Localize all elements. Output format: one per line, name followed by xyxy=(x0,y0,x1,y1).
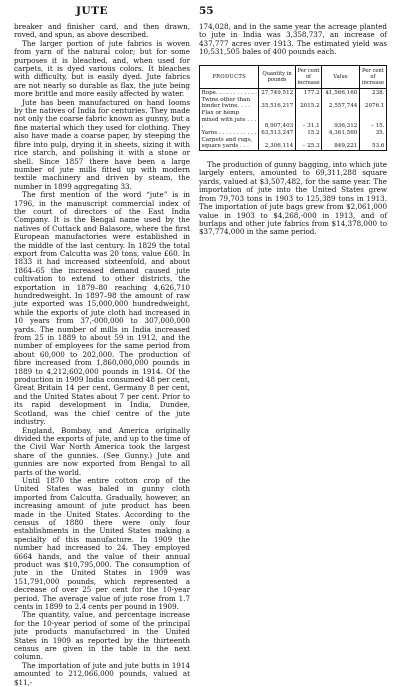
quantity-cell: 27,749,512 xyxy=(259,89,295,97)
value-cell: 4,361,560 xyxy=(322,129,360,136)
column-header-value: Value xyxy=(322,65,360,89)
paragraph: The production of gunny bagging, into which jute largely enters, amounted to 69,311,288 square yards, valued at $3,507,482, for the same year. The importation of jute into the United States grew from 79,703 tons in 1903 to 125,389 tons in 1913. The importation of jute bags grew from $2,061,000 value in 1903 to $4,268,-000 in 1913, and of burlaps and other jute fabrics from $14,378,000 to $37,774,000 in the same period. xyxy=(199,160,387,237)
jute-products-table xyxy=(199,65,387,151)
product-cell: Yarns . . . . . . . . . . . xyxy=(200,129,259,136)
value-increase-cell: – 15. xyxy=(359,110,386,130)
table-row xyxy=(200,89,387,97)
quantity-cell: 63,513,247 xyxy=(259,129,295,136)
product-cell: Rope. . . . . . . . . . . . xyxy=(201,89,257,96)
value-cell: $1,566,160 xyxy=(322,89,360,97)
product-cell: Carpets and rugs, square yards . . . xyxy=(200,137,259,151)
page-header xyxy=(14,5,387,19)
right-column xyxy=(199,23,387,237)
quantity-cell: 35,516,217 xyxy=(259,96,295,109)
value-increase-cell: 53.6 xyxy=(359,137,386,151)
table-row xyxy=(200,137,387,151)
value-increase-cell: 238. xyxy=(359,89,386,97)
paragraph: England, Bombay, and America originally divided the exports of jute, and up to the time of the Civil War North America took the largest share of the gunnies. (See Gunny.) Jute and gunnies are now exported from Bengal to all parts of the world. xyxy=(14,425,190,477)
page-number: 55 xyxy=(199,5,214,17)
product-cell: Twine other than binder twine. . . . xyxy=(200,96,259,109)
running-head: JUTE xyxy=(76,5,108,17)
paragraph: breaker and finisher card, and then drawn, roved, and spun, as above described. xyxy=(14,22,190,40)
quantity-increase-cell: – 25.3 xyxy=(295,137,321,151)
table-row xyxy=(200,110,387,130)
paragraph: Jute has been manufactured on hand looms by the natives of India for centuries. They made not only the coarse fabric known as gunny, but a fine material which they used for clothing. They also have made a coarse paper, by steeping the fibre into pulp, drying it in sheets, sizing it with rice starch, and polishing it with a stone or shell. Since 1857 there have been a large number of jute mills fitted up with modern textile machinery and driven by steam, the number in 1899 aggregating 33. xyxy=(14,97,191,191)
paragraph: The importation of jute and jute butts in 1914 amounted to 212,066,000 pounds, valued at $11,- xyxy=(14,660,190,687)
column-header-products: PRODUCTS xyxy=(200,65,259,89)
product-cell: Flax or hemp mixed with jute . . . . xyxy=(200,110,259,130)
column-header-quantity: Quantity in pounds xyxy=(259,65,295,89)
paragraph: Until 1870 the entire cotton crop of the United States was baled in gunny cloth imported from Calcutta. Gradually, however, an increasing amount of jute product has been made in the United States. According to the census of 1880 there were only four establishments in the United States making a specialty of this manufacture. In 1909 the number had increased to 24. They employed 6664 hands, and the value of their annual product was $10,795,000. The consumption of jute in the United States in 1909 was 151,791,000 pounds, which represented a decrease of over 25 per cent for the 10-year period. The average value of jute rose from 1.7 cents in 1899 to 2.4 cents per pound in 1909. xyxy=(14,475,190,612)
quantity-increase-cell: 177.2 xyxy=(295,89,321,97)
paragraph: The first mention of the word “jute” is in 1796, in the manuscript commercial index of the court of directors of the East India Company. It is the Bengal name used by the natives of Cuttack and Balasore, where the first European manufactories were established in the middle of the last century. In 1829 the total export from Calcutta was 20 tons, value £60. In 1833 it had increased sixteenfold, and about 1864–65 the increased demand caused jute cultivation to extend to other districts, the exportation in 1879–80 reaching 4,626,710 hundredweight. In 1897–98 the amount of raw jute exported was 15,000,000 hundredweight, while the exports of jute cloth had increased in 10 years from 37,-000,000 to 307,000,000 yards. The number of mills in India increased from 25 in 1889 to about 59 in 1912, and the number of employees for the same period from about 60,000 to 202,000. The production of fibre increased from 1,860,000,000 pounds in 1889 to 4,212,602,000 pounds in 1914. Of the production in 1909 India consumed 48 per cent, Great Britain 14 per cent, Germany 8 per cent, and the United States about 7 per cent. Prior to its rapid development in India, Dundee, Scotland, was the chief centre of the jute industry. xyxy=(14,190,190,427)
paragraph: The larger portion of jute fabrics is woven from yarn of the natural color; but for some purposes it is bleached, and, when used for carpets, it is dyed various colors. It bleaches with difficulty, but is easily dyed. Jute fabrics are not nearly so durable as flax, the jute being more brittle and more easily affected by water. xyxy=(14,38,190,99)
value-cell: 849,221 xyxy=(322,137,360,151)
value-increase-cell: 35. xyxy=(359,129,386,136)
quantity-increase-cell: 15.2 xyxy=(295,129,321,136)
value-increase-cell: 2076.1 xyxy=(359,96,386,109)
table-header-row xyxy=(200,65,387,89)
table-row xyxy=(200,96,387,109)
paragraph: The quantity, value, and percentage increase for the 10-year period of some of the principal jute products manufactured in the United States in 1909 as reported by the thirteenth census are given in the table in the next column. xyxy=(14,610,190,662)
table-row xyxy=(200,129,387,136)
quantity-increase-cell: 2015.2 xyxy=(295,96,321,109)
left-column xyxy=(14,23,190,687)
paragraph: 174,028, and in the same year the acreage planted to jute in India was 3,358,737, an increase of 437,777 acres over 1913. The estimated yield was 10,531,505 bales of 400 pounds each. xyxy=(199,22,387,57)
quantity-cell: 8,907,403 xyxy=(259,110,295,130)
quantity-cell: 2,306,114 xyxy=(259,137,295,151)
value-cell: 936,312 xyxy=(322,110,360,130)
column-header-quantity-increase: Per cent of increase xyxy=(295,65,321,89)
column-header-value-increase: Per cent of increase xyxy=(359,65,386,89)
quantity-increase-cell: – 31.1 xyxy=(295,110,321,130)
value-cell: 2,557,744 xyxy=(322,96,360,109)
